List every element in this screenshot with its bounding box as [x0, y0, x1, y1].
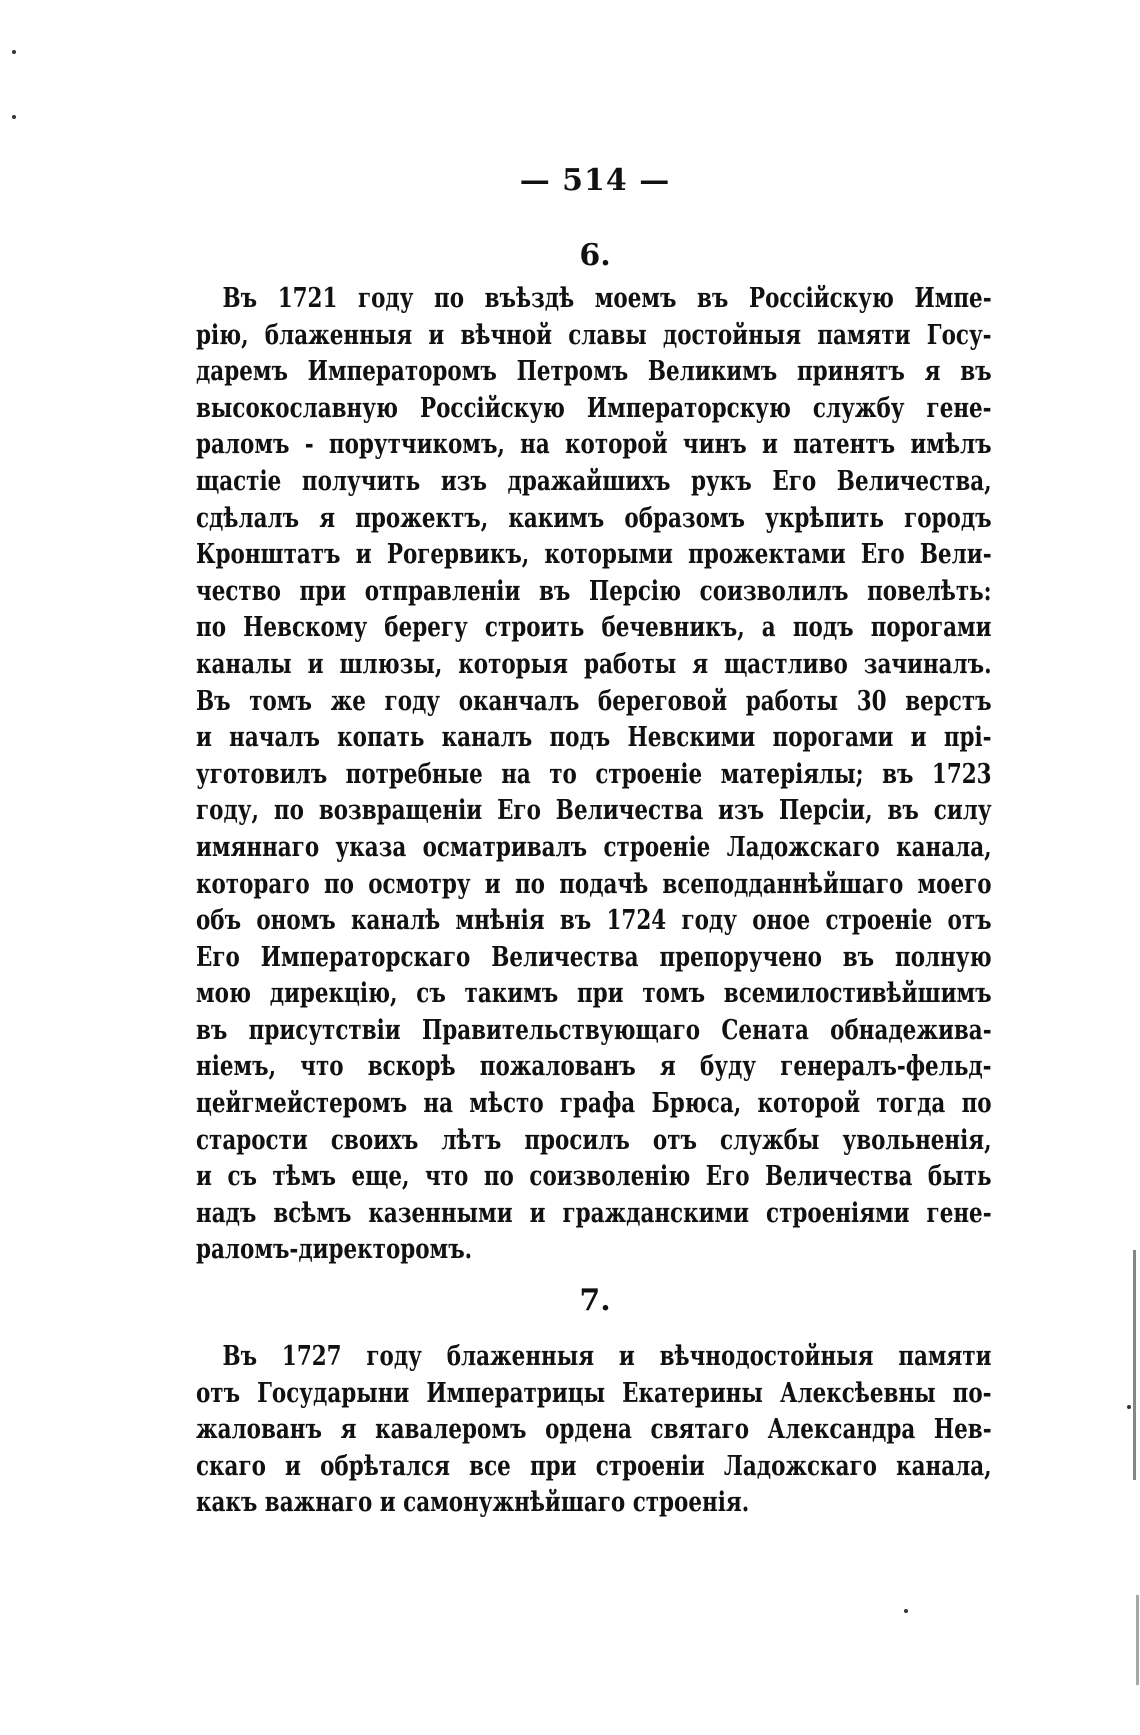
text-line: каналы и шлюзы, которыя работы я щастливо зачиналъ. [196, 647, 992, 680]
text-line: Въ томъ же году оканчалъ береговой работы 30 верстъ [196, 684, 992, 717]
scan-speck [12, 115, 16, 119]
scan-speck [904, 1609, 908, 1613]
text-line: даремъ Императоромъ Петромъ Великимъ принятъ я въ [196, 355, 992, 388]
text-line: въ присутствіи Правительствующаго Сената обнадежива- [196, 1013, 992, 1046]
text-line: ніемъ, что вскорѣ пожалованъ я буду генералъ-фельд- [196, 1050, 992, 1083]
scan-speck [12, 50, 16, 54]
text-line: надъ всѣмъ казенными и гражданскими строеніями гене- [196, 1196, 992, 1229]
text-line: мою дирекцію, съ такимъ при томъ всемилостивѣйшимъ [196, 977, 992, 1010]
text-line: Въ 1727 году блаженныя и вѣчнодостойныя памяти [222, 1340, 992, 1372]
text-line: и началъ копать каналъ подъ Невскими порогами и прі- [196, 721, 992, 754]
text-line: отъ Государыни Императрицы Екатерины Алексѣевны по- [196, 1376, 992, 1409]
text-line: котораго по осмотру и по подачѣ всеподданнѣйшаго моего [196, 867, 992, 900]
text-line: раломъ-директоромъ. [196, 1233, 473, 1266]
text-line: году, по возвращеніи Его Величества изъ Персіи, въ силу [196, 794, 992, 827]
text-line: рію, блаженныя и вѣчной славы достойныя памяти Госу- [196, 318, 992, 351]
text-line: имяннаго указа осматривалъ строеніе Ладожскаго канала, [196, 830, 992, 863]
scan-edge-mark [1136, 1595, 1139, 1685]
text-line: Кронштатъ и Рогервикъ, которыми прожектами Его Вели- [196, 538, 992, 571]
text-line: по Невскому берегу строить бечевникъ, а подъ порогами [196, 611, 992, 644]
page-number: — 514 — [519, 163, 671, 198]
text-line: раломъ - порутчикомъ, на которой чинъ и патентъ имѣлъ [196, 428, 992, 461]
text-line: скаго и обрѣтался все при строеніи Ладожскаго канала, [196, 1449, 992, 1482]
text-line: жалованъ я кавалеромъ ордена святаго Александра Нев- [196, 1413, 992, 1446]
section-6-paragraph [196, 280, 992, 1268]
text-line: объ ономъ каналѣ мнѣнія въ 1724 году оное строеніе отъ [196, 904, 992, 937]
text-line: уготовилъ потребные на то строеніе матеріялы; въ 1723 [196, 757, 992, 790]
text-line: какъ важнаго и самонужнѣйшаго строенія. [196, 1486, 750, 1519]
text-line: и съ тѣмъ еще, что по соизволенію Его Величества быть [196, 1160, 992, 1193]
text-line: цейгмейстеромъ на мѣсто графа Брюса, которой тогда по [196, 1087, 992, 1120]
scan-speck [1127, 1405, 1131, 1409]
section-7-number: 7. [579, 1283, 611, 1318]
scan-edge-mark [1133, 1250, 1136, 1480]
text-line: чество при отправленіи въ Персію соизволилъ повелѣть: [196, 574, 992, 607]
section-7-paragraph [196, 1338, 992, 1521]
text-line: высокославную Россійскую Императорскую службу гене- [196, 391, 992, 424]
text-line: Въ 1721 году по въѣздѣ моемъ въ Россійскую Импе- [222, 282, 992, 314]
text-line: щастіе получить изъ дражайшихъ рукъ Его Величества, [196, 464, 992, 497]
section-6-number: 6. [579, 238, 611, 273]
text-line: Его Императорскаго Величества препоручено въ полную [196, 940, 992, 973]
text-line: старости своихъ лѣтъ просилъ отъ службы увольненія, [196, 1123, 992, 1156]
text-line: сдѣлалъ я прожектъ, какимъ образомъ укрѣпить городъ [196, 501, 992, 534]
